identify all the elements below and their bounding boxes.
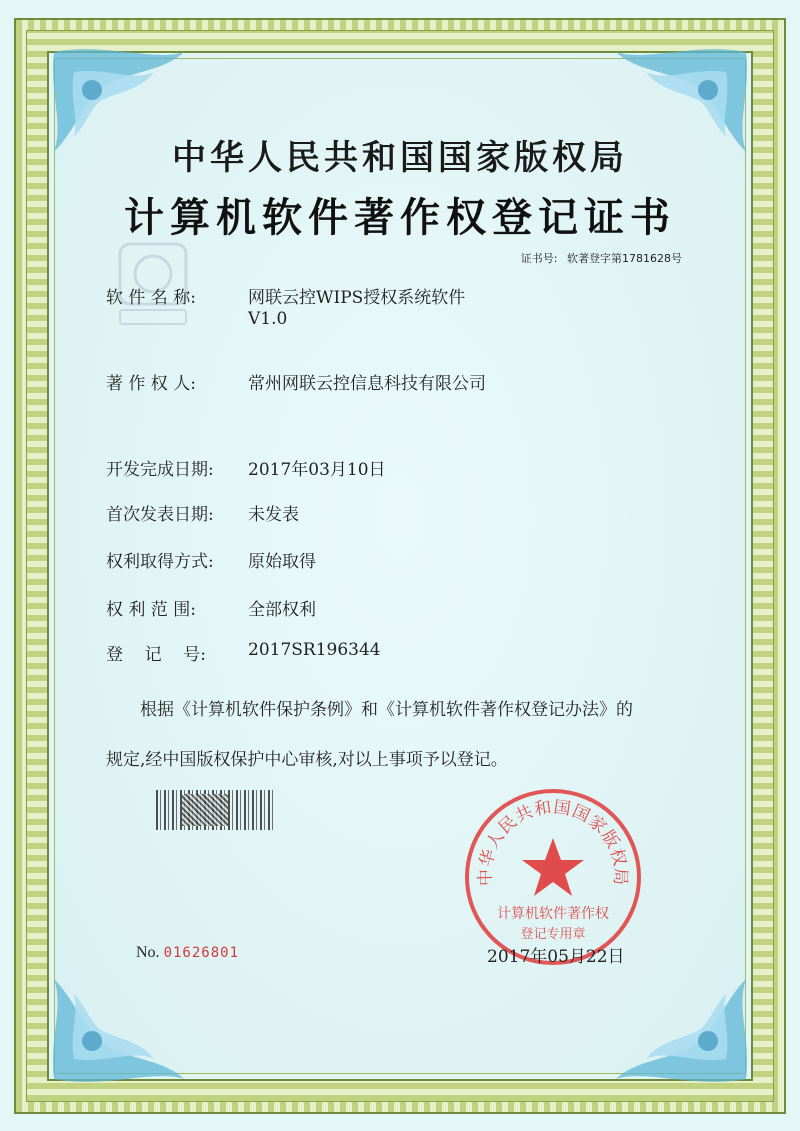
official-seal-icon bbox=[462, 786, 644, 968]
field-value: 2017SR196344 bbox=[248, 640, 381, 660]
field-label: 登 记 号: bbox=[106, 645, 206, 665]
certificate-number-label: 证书号: bbox=[520, 252, 558, 265]
field-value: 全部权利 bbox=[248, 600, 316, 620]
corner-ornament-icon bbox=[606, 969, 756, 1089]
field-label: 权 利 范 围: bbox=[106, 600, 196, 620]
seal-arc-text: 中华人民共和国国家版权局 bbox=[475, 797, 631, 887]
seal-line-2: 登记专用章 bbox=[520, 927, 586, 942]
field-value: 常州网联云控信息科技有限公司 bbox=[248, 374, 486, 394]
field-label: 首次发表日期: bbox=[106, 505, 214, 525]
corner-ornament-icon bbox=[44, 969, 194, 1089]
certificate-number bbox=[521, 250, 682, 266]
barcode-icon bbox=[156, 790, 274, 830]
certificate-number-value: 软著登字第1781628号 bbox=[567, 252, 682, 265]
statement-line-2: 规定,经中国版权保护中心审核,对以上事项予以登记。 bbox=[106, 750, 508, 770]
field-value: 网联云控WIPS授权系统软件 bbox=[248, 288, 466, 308]
field-label: 开发完成日期: bbox=[106, 460, 214, 480]
software-version: V1.0 bbox=[248, 309, 288, 329]
field-value: 2017年03月10日 bbox=[248, 460, 386, 480]
field-label: 权利取得方式: bbox=[106, 552, 214, 572]
qr-code-icon bbox=[182, 794, 228, 826]
field-label: 著 作 权 人: bbox=[106, 374, 196, 394]
field-value: 未发表 bbox=[248, 505, 299, 525]
serial-number bbox=[136, 944, 239, 962]
field-value: 原始取得 bbox=[248, 552, 316, 572]
serial-value: 01626801 bbox=[163, 945, 239, 961]
issue-date: 2017年05月22日 bbox=[487, 947, 625, 967]
seal-line-1: 计算机软件著作权 bbox=[497, 906, 609, 922]
authority-title: 中华人民共和国国家版权局 bbox=[172, 138, 628, 178]
field-label: 软 件 名 称: bbox=[106, 288, 196, 308]
serial-prefix: No. bbox=[136, 944, 160, 961]
certificate-title: 计算机软件著作权登记证书 bbox=[124, 194, 676, 241]
statement-line-1: 根据《计算机软件保护条例》和《计算机软件著作权登记办法》的 bbox=[140, 700, 633, 720]
